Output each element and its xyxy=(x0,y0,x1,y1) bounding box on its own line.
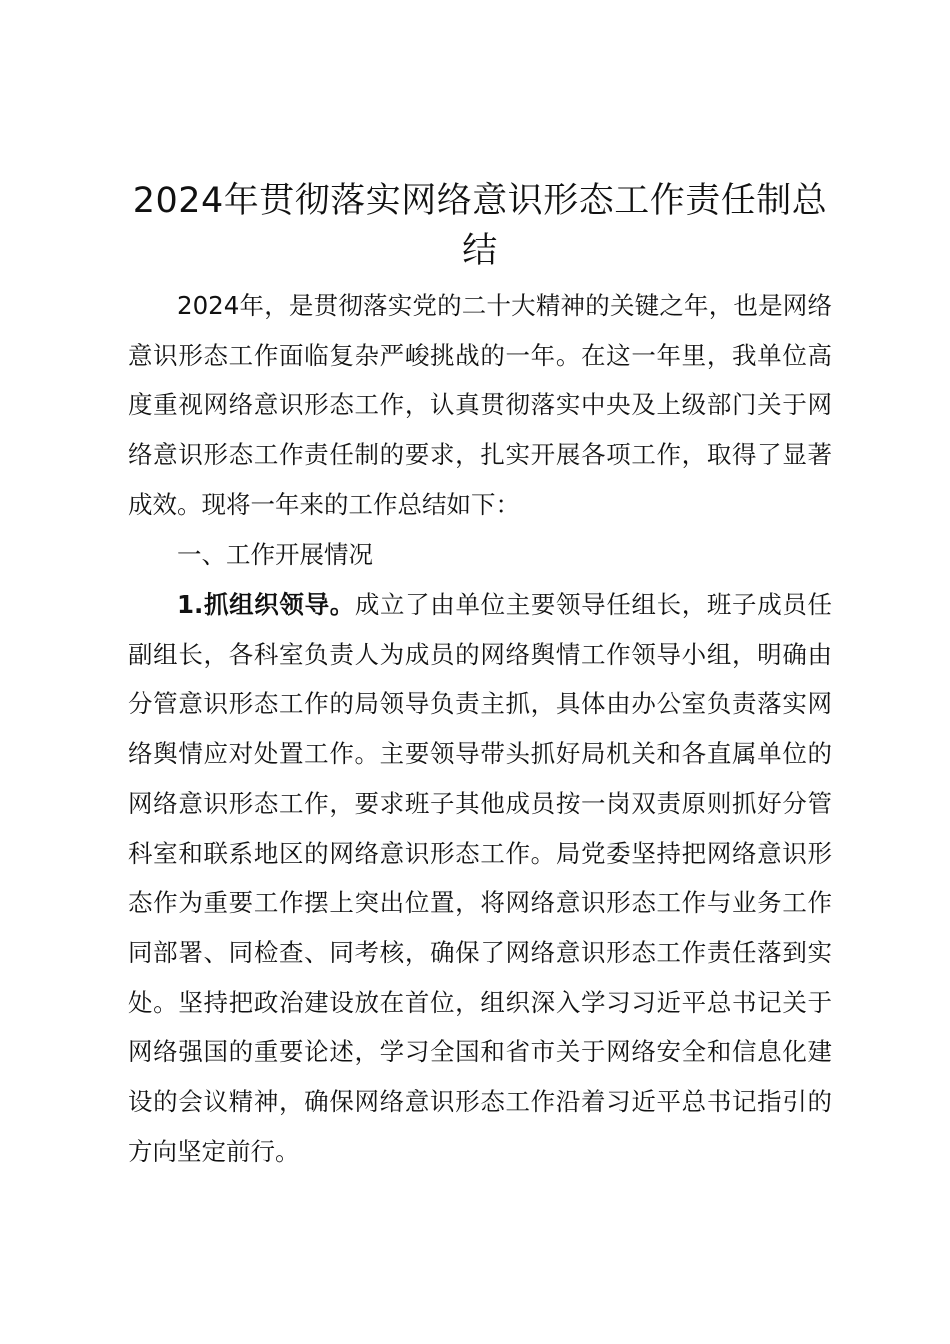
item-1-lead: 1.抓组织领导。 xyxy=(177,590,355,619)
item-1-paragraph xyxy=(128,580,832,1176)
item-1-body: 成立了由单位主要领导任组长，班子成员任副组长，各科室负责人为成员的网络舆情工作领导小组，明确由分管意识形态工作的局领导负责主抓，具体由办公室负责落实网络舆情应对处置工作。主要领导带头抓好局机关和各直属单位的网络意识形态工作，要求班子其他成员按一岗双责原则抓好分管科室和联系地区的网络意识形态工作。局党委坚持把网络意识形态作为重要工作摆上突出位置，将网络意识形态工作与业务工作同部署、同检查、同考核，确保了网络意识形态工作责任落到实处。坚持把政治建设放在首位，组织深入学习习近平总书记关于网络强国的重要论述，学习全国和省市关于网络安全和信息化建设的会议精神，确保网络意识形态工作沿着习近平总书记指引的方向坚定前行。 xyxy=(128,590,832,1166)
intro-paragraph: 2024年，是贯彻落实党的二十大精神的关键之年，也是网络意识形态工作面临复杂严峻挑战的一年。在这一年里，我单位高度重视网络意识形态工作，认真贯彻落实中央及上级部门关于网络意识形态工作责任制的要求，扎实开展各项工作，取得了显著成效。现将一年来的工作总结如下： xyxy=(128,291,832,519)
document-title: 2024年贯彻落实网络意识形态工作责任制总结 xyxy=(132,181,828,271)
section-heading-1: 一、工作开展情况 xyxy=(177,540,373,569)
